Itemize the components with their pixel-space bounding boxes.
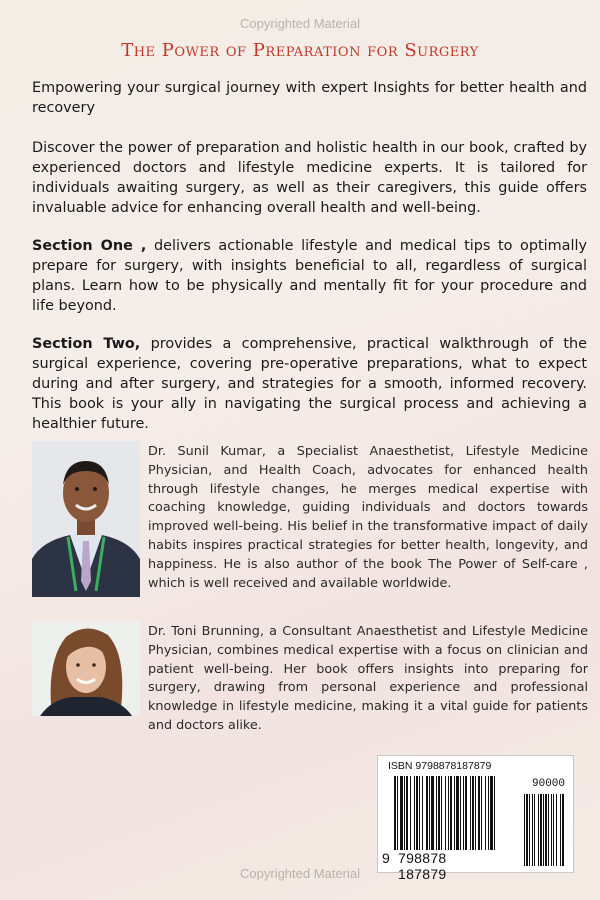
author-bio-toni: Dr. Toni Brunning, a Consultant Anaesthetist and Lifestyle Medicine Physician, combines medical expertise with a focus on clinician and patient well-being. Her book offers insights into preparing for surgery, drawing from personal experience and professional knowledge in lifestyle medicine, making it a vital guide for patients and doctors alike. bbox=[148, 624, 588, 733]
author-bio-sunil: Dr. Sunil Kumar, a Specialist Anaesthetist, Lifestyle Medicine Physician, and Health Coach, advocates for enhanced health through lifestyle changes, he merges medical expertise with coaching knowledge, guiding individuals and doctors towards improved well-being. His belief in the transformative impact of daily habits inspires practical strategies for better health, longevity, and happiness. He is also author of the book The Power of Self-care , which is well received and available worldwide. bbox=[148, 444, 588, 591]
section-one-heading: Section One , bbox=[32, 238, 147, 254]
author-photo-sunil bbox=[32, 441, 140, 597]
author-photo-man-icon bbox=[32, 441, 140, 597]
barcode-digits-rest: 798878 187879 bbox=[398, 850, 447, 882]
isbn-barcode bbox=[377, 755, 574, 882]
author-photo-toni bbox=[32, 621, 140, 716]
intro-paragraph: Discover the power of preparation and holistic health in our book, crafted by experienced doctors and lifestyle medicine experts. It is tailored for individuals awaiting surgery, as well as their caregivers, this guide offers invaluable advice for enhancing overall health and well-being. bbox=[32, 140, 587, 216]
book-title: The Power of Preparation for Surgery bbox=[121, 40, 479, 61]
author-photo-woman-icon bbox=[32, 621, 140, 716]
copyright-watermark-top: Copyrighted Material bbox=[240, 16, 360, 31]
barcode-digit-first: 9 bbox=[382, 850, 391, 866]
section-one-text: delivers actionable lifestyle and medical tips to optimally prepare for surgery, with insights beneficial to all, regardless of surgical plans. Learn how to be physically and mentally fit for your procedure and life beyond. bbox=[32, 238, 587, 314]
tagline: Empowering your surgical journey with expert Insights for better health and recovery bbox=[32, 80, 587, 116]
section-two-text: provides a comprehensive, practical walkthrough of the surgical experience, covering pre-operative preparations, what to expect during and after surgery, and strategies for a smooth, informed recovery. This book is your ally in navigating the surgical process and achieving a healthier future. bbox=[32, 336, 587, 432]
section-one-paragraph bbox=[32, 236, 587, 316]
copyright-watermark-bottom: Copyrighted Material bbox=[240, 866, 360, 881]
section-two-paragraph bbox=[32, 334, 587, 434]
isbn-label: ISBN 9798878187879 bbox=[388, 760, 492, 772]
section-two-heading: Section Two, bbox=[32, 336, 141, 352]
barcode-addon-number: 90000 bbox=[532, 778, 566, 790]
